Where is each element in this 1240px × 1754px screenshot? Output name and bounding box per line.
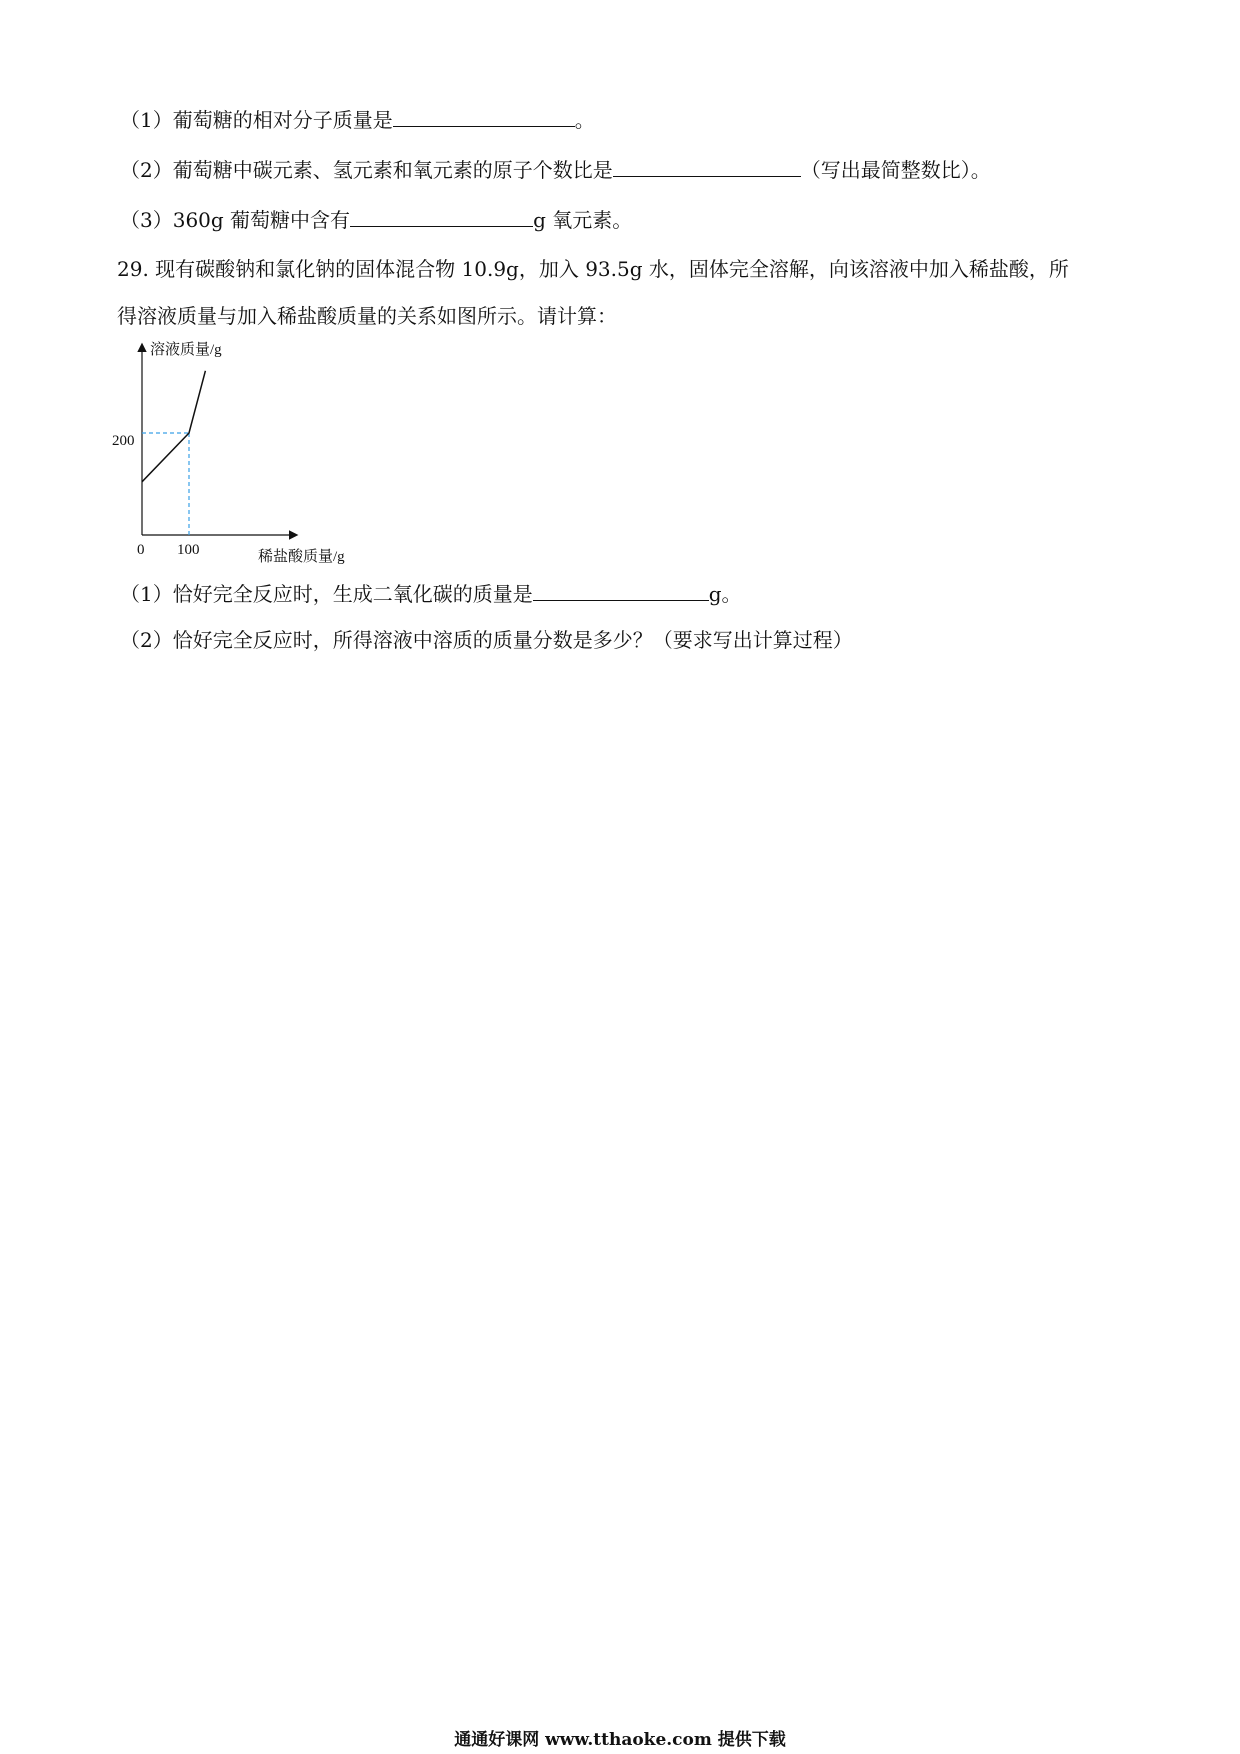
q28-part3 [120,204,632,234]
q29-part2: （2）恰好完全反应时，所得溶液中溶质的质量分数是多少？（要求写出计算过程） [120,628,853,652]
q29-stem-line2: 得溶液质量与加入稀盐酸质量的关系如图所示。请计算： [117,304,617,328]
answer-blank-4[interactable] [533,578,709,601]
x-axis-label: 稀盐酸质量/g [258,549,345,565]
solution-mass-chart [108,340,368,565]
y-axis-label: 溶液质量/g [150,342,222,358]
q28-part2 [120,154,991,184]
answer-blank-1[interactable] [393,104,575,127]
q28-part1 [120,104,595,134]
x-tick-0: 0 [137,542,145,558]
page-footer: 通通好课网 www.tthaoke.com 提供下载 [454,1730,786,1750]
q28-part1-text: （1）葡萄糖的相对分子质量是 [120,108,393,132]
q28-part3-text: （3）360g 葡萄糖中含有 [120,208,351,232]
q29-part1 [120,578,742,608]
answer-blank-3[interactable] [350,204,533,227]
y-tick-200: 200 [112,433,135,449]
x-tick-100: 100 [177,542,200,558]
q29-part1-text: （1）恰好完全反应时，生成二氧化碳的质量是 [120,582,533,606]
q28-part3-suffix: g 氧元素。 [533,208,633,232]
q28-part2-suffix: （写出最简整数比）。 [800,158,991,182]
q28-part1-suffix: 。 [574,108,595,132]
series-line [142,371,205,482]
q28-part2-text: （2）葡萄糖中碳元素、氢元素和氧元素的原子个数比是 [120,158,613,182]
answer-blank-2[interactable] [613,154,801,177]
q29-stem-line1: 29. 现有碳酸钠和氯化钠的固体混合物 10.9g，加入 93.5g 水，固体完全溶解，向该溶液中加入稀盐酸，所 [117,257,1069,281]
q29-part1-suffix: g。 [708,582,742,606]
